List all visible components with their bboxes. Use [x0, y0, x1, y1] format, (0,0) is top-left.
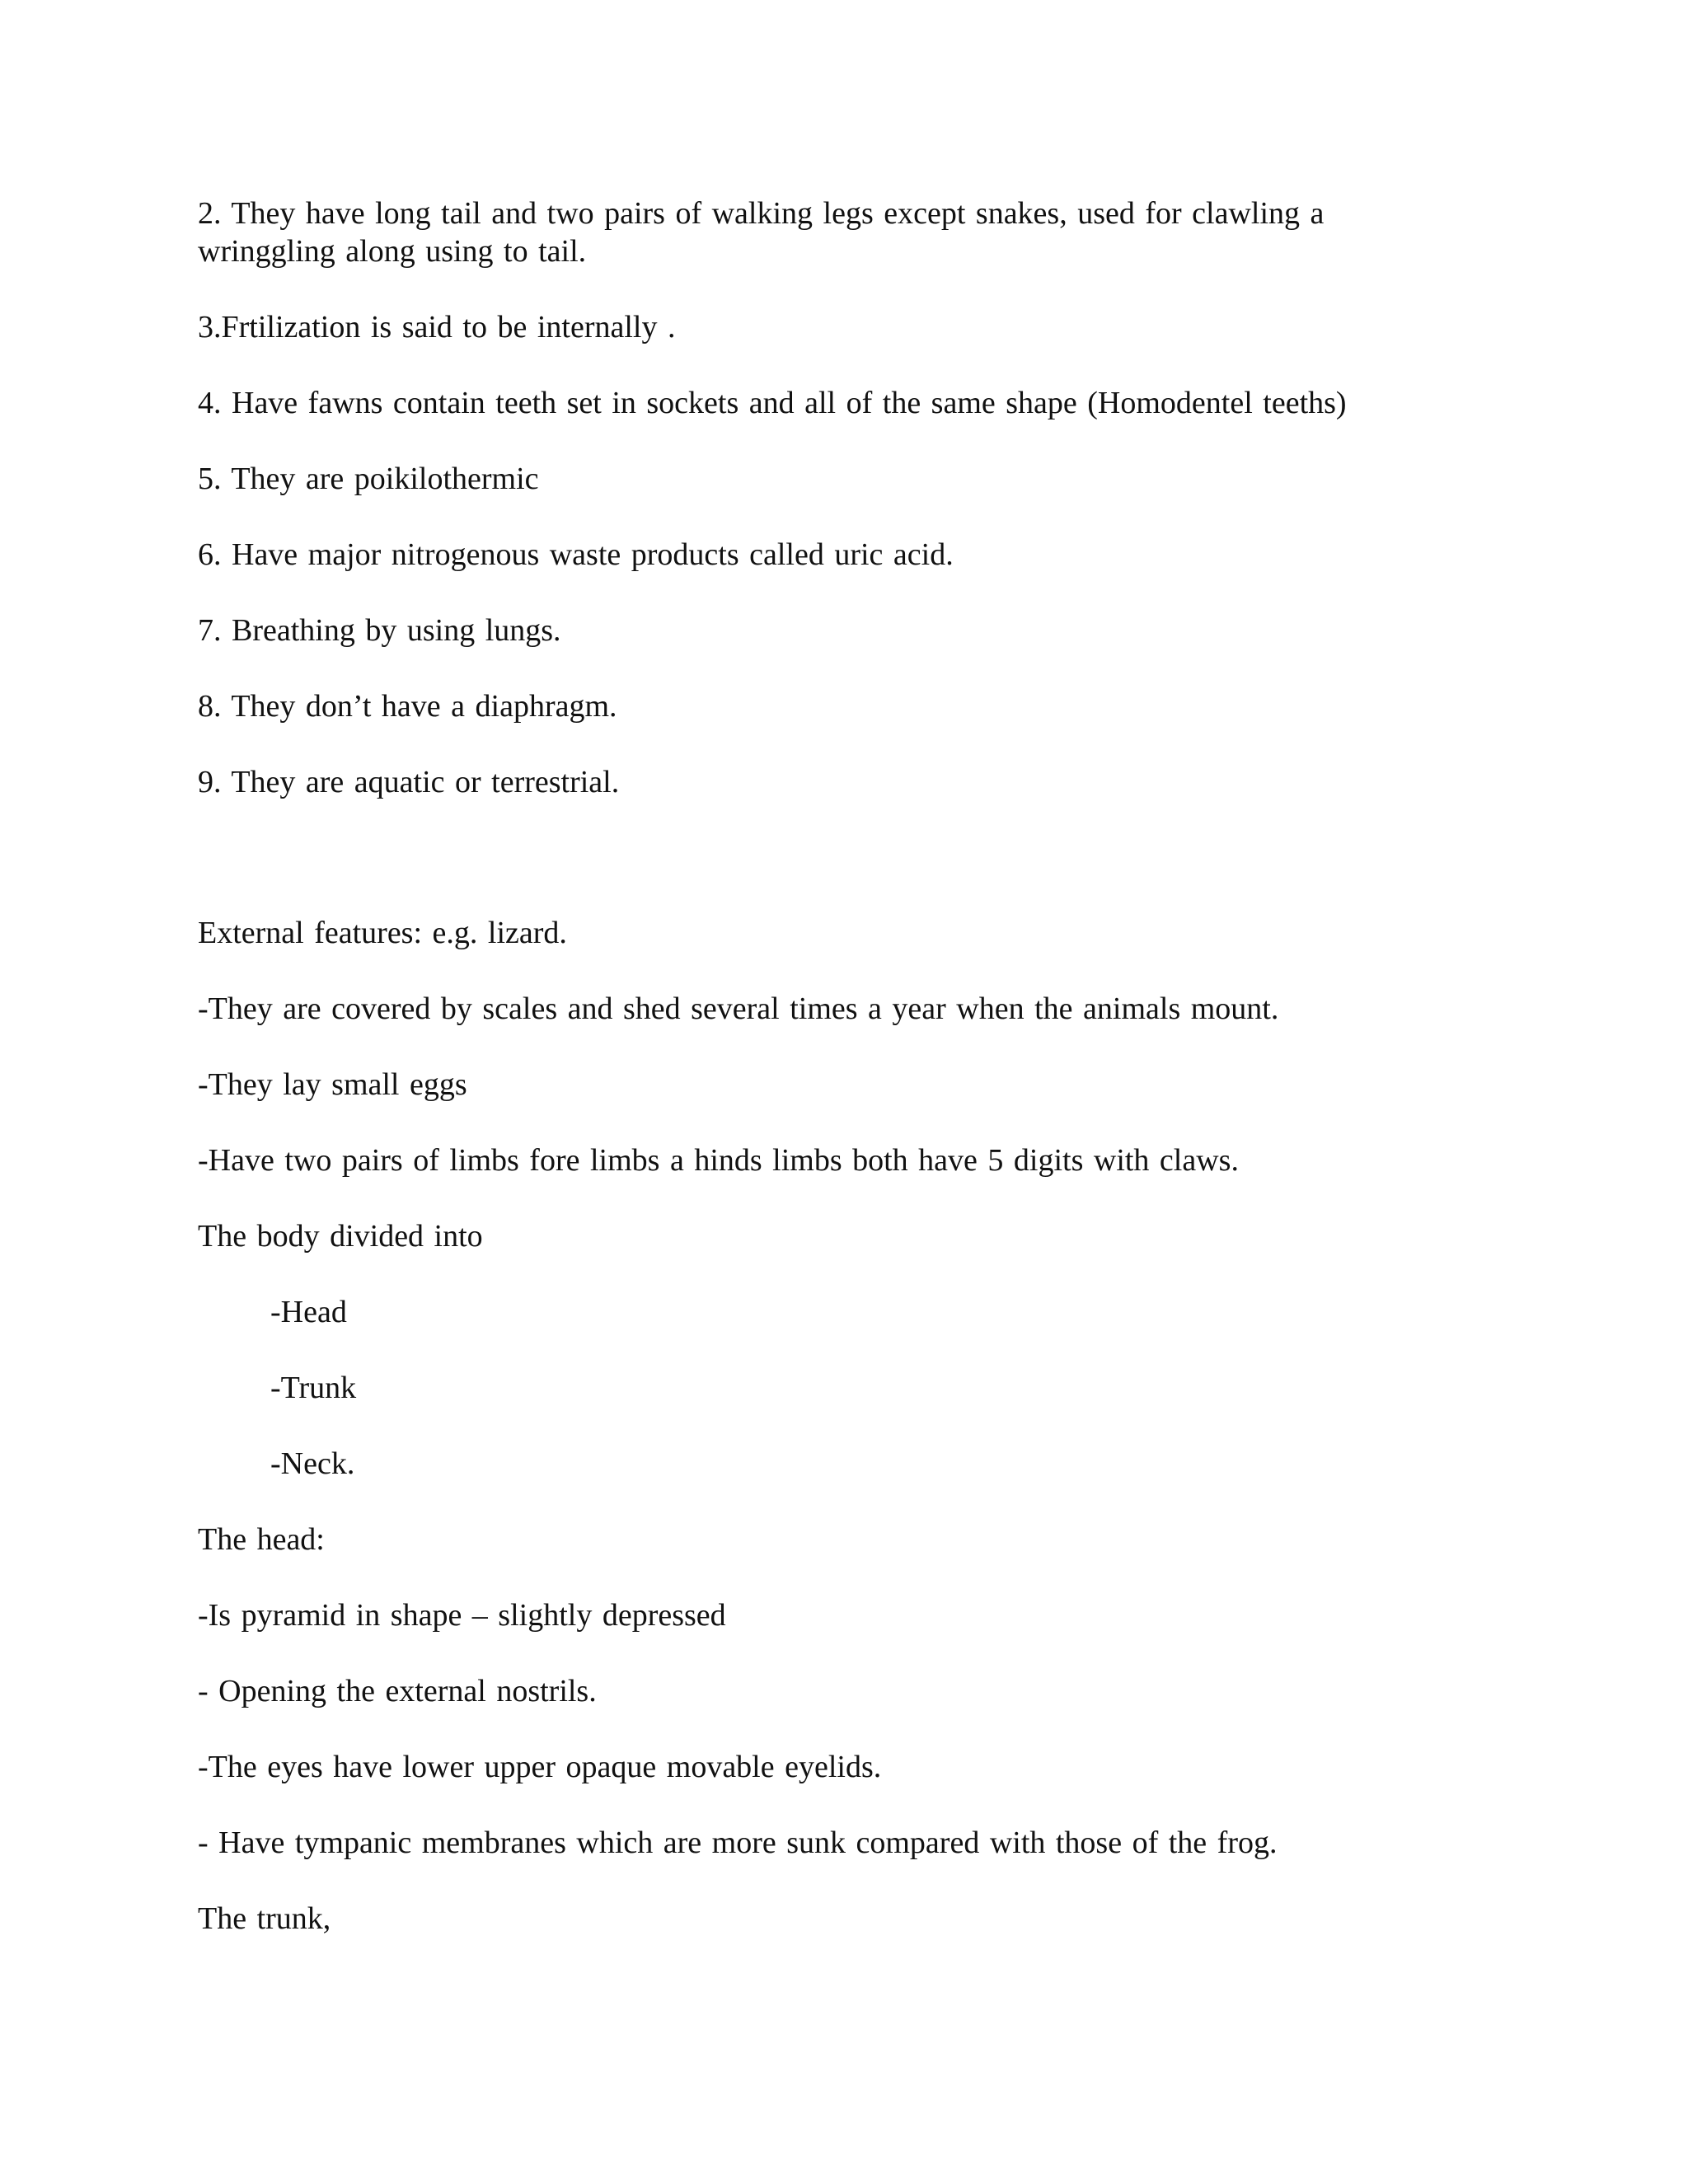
external-feature-item: -Have two pairs of limbs fore limbs a hinds limbs both have 5 digits with claws. — [198, 1143, 1239, 1178]
point-2-line-1: 2. They have long tail and two pairs of walking legs except snakes, used for clawling a — [198, 196, 1325, 231]
body-division-intro: The body divided into — [198, 1219, 483, 1254]
point-6: 6. Have major nitrogenous waste products called uric acid. — [198, 537, 954, 572]
head-item: -Is pyramid in shape – slightly depressed — [198, 1598, 726, 1633]
head-item: -The eyes have lower upper opaque movable eyelids. — [198, 1750, 882, 1784]
point-4: 4. Have fawns contain teeth set in sockets and all of the same shape (Homodentel teeths) — [198, 386, 1347, 420]
point-8: 8. They don’t have a diaphragm. — [198, 689, 617, 724]
point-7: 7. Breathing by using lungs. — [198, 613, 561, 648]
external-feature-item: -They lay small eggs — [198, 1067, 467, 1102]
point-2-line-2: wringgling along using to tail. — [198, 234, 587, 269]
body-part-item: -Neck. — [270, 1446, 355, 1481]
head-item: - Opening the external nostrils. — [198, 1674, 597, 1708]
body-part-item: -Trunk — [270, 1371, 357, 1405]
head-heading: The head: — [198, 1522, 325, 1557]
trunk-heading: The trunk, — [198, 1901, 331, 1936]
body-part-item: -Head — [270, 1295, 347, 1329]
head-item: - Have tympanic membranes which are more sunk compared with those of the frog. — [198, 1825, 1278, 1860]
external-feature-item: -They are covered by scales and shed several times a year when the animals mount. — [198, 991, 1279, 1026]
point-9: 9. They are aquatic or terrestrial. — [198, 765, 620, 799]
external-features-heading: External features: e.g. lizard. — [198, 916, 567, 950]
point-5: 5. They are poikilothermic — [198, 462, 539, 496]
point-3: 3.Frtilization is said to be internally . — [198, 310, 676, 344]
